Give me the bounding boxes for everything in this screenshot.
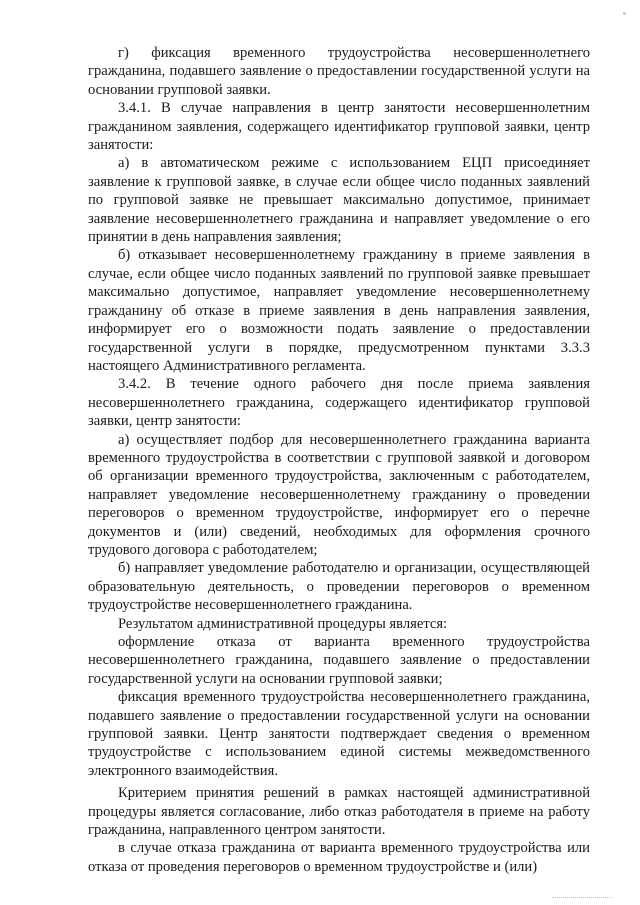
- paragraph-result-fixation: фиксация временного трудоустройства несовершеннолетнего гражданина, подавшего заявление о предоставлении государственной услуги на основании групповой заявки. Центр занятости подтверждает сведения о временном трудоустройстве с использованием единой системы межведомственного электронного взаимодействия.: [88, 689, 590, 779]
- scan-corner-mark: [623, 12, 626, 15]
- paragraph-3-4-2-b: б) направляет уведомление работодателю и организации, осуществляющей образовательную деятельность, о проведении переговоров о временном трудоустройстве несовершеннолетнего гражданина.: [88, 560, 590, 614]
- paragraph-refusal-case: в случае отказа гражданина от варианта временного трудоустройства или отказа от проведения переговоров о временном трудоустройстве и (или): [88, 840, 590, 875]
- paragraph-3-4-1-a: а) в автоматическом режиме с использованием ЕЦП присоединяет заявление к групповой заявке, в случае если общее число поданных заявлений по групповой заявке не превышает максимально допустимое, принимает заявление несовершеннолетнего гражданина и направляет уведомление о его принятии в день направления заявления;: [88, 155, 590, 246]
- paragraph-result-heading: Результатом административной процедуры является:: [118, 615, 448, 632]
- paragraph-3-4-2: 3.4.2. В течение одного рабочего дня после приема заявления несовершеннолетнего гражданина, содержащего идентификатор групповой заявки, центр занятости:: [88, 376, 590, 430]
- document-page: [88, 44, 590, 876]
- paragraph-item-g-fixation: г) фиксация временного трудоустройства несовершеннолетнего гражданина, подавшего заявление о предоставлении государственной услуги на основании групповой заявки.: [88, 45, 590, 98]
- scan-footer-mark: [552, 897, 612, 899]
- paragraph-3-4-1: 3.4.1. В случае направления в центр занятости несовершеннолетним гражданином заявления, содержащего идентификатор групповой заявки, центр занятости:: [88, 100, 590, 154]
- paragraph-3-4-2-a: а) осуществляет подбор для несовершеннолетнего гражданина варианта временного трудоустройства в соответствии с групповой заявкой и договором об организации временного трудоустройства, заключенным с работодателем, направляет уведомление несовершеннолетнему гражданину о проведении переговоров о временном трудоустройстве, информирует его о перечне документов и (или) сведений, необходимых для оформления срочного трудового договора с работодателем;: [88, 431, 590, 558]
- paragraph-result-refusal: оформление отказа от варианта временного трудоустройства несовершеннолетнего гражданина, подавшего заявление о предоставлении государственной услуги на основании групповой заявки;: [88, 634, 590, 687]
- paragraph-decision-criterion: Критерием принятия решений в рамках настоящей административной процедуры является согласование, либо отказ работодателя в приеме на работу гражданина, направленного центром занятости.: [88, 785, 590, 839]
- paragraph-3-4-1-b: б) отказывает несовершеннолетнему гражданину в приеме заявления в случае, если общее число поданных заявлений по групповой заявке превышает максимально допустимое, направляет уведомление несовершеннолетнему гражданину об отказе в приеме заявления в день направления заявления, информирует его о возможности подать заявление о предоставлении государственной услуги в порядке, предусмотренном пунктами 3.3.3 настоящего Административного регламента.: [88, 247, 590, 374]
